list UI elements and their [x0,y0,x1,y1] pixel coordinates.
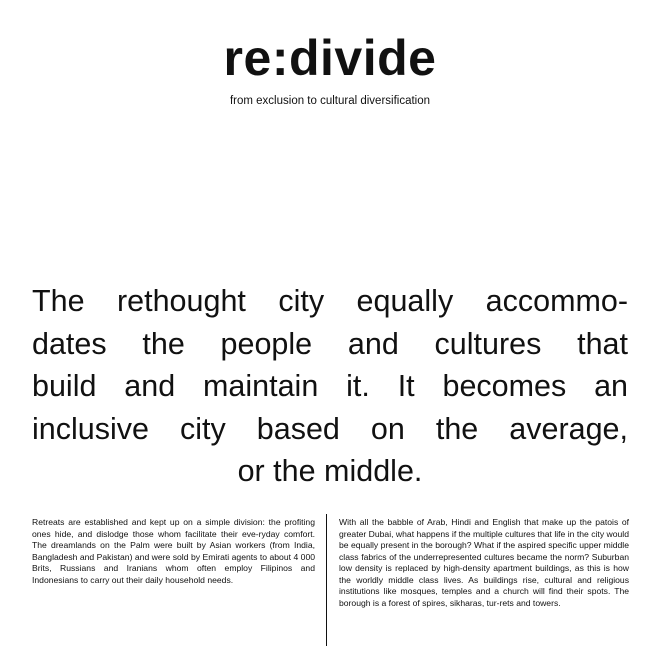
statement-line: build and maintain it. It becomes an [32,369,628,403]
statement-line: dates the people and cultures that [32,326,628,361]
statement-line: inclusive city based on the average, [32,411,628,446]
lead-statement [32,280,628,493]
statement-line: The rethought city equally accommo- [32,284,628,318]
page-title: re:divide [223,30,437,86]
body-text-left-column: Retreats are established and kept up on a simple division: the profiting ones hide, and dislodge those whom facilitate their eve-ryday comfort. The dreamlands on the Palm were built by Asian workers (from India, Bangladesh and Pakistan) and were sold by Emirati agents to about 4 000 Brits, Russians and Iranians whom often employ Filipinos and Indonesians to carry out their daily household needs. [32,517,315,585]
column-divider [326,514,327,646]
body-text-right-column: With all the babble of Arab, Hindi and English that make up the patois of greater Dubai, what happens if the multiple cultures that life in the city would be equally present in the borough? What if the aspired specific upper middle class fabrics of the underrepresented cultures became the norm? Suburban low density is replaced by high-density apartment buildings, as this is how the worldly middle class lives. As buildings rise, cultural and religious institutions like mosques, temples and a church will find their spots. The borough is a forest of spires, sikharas, tur-rets and towers. [339,517,629,608]
statement-line: or the middle. [237,454,423,488]
page-subtitle: from exclusion to cultural diversification [229,95,431,107]
